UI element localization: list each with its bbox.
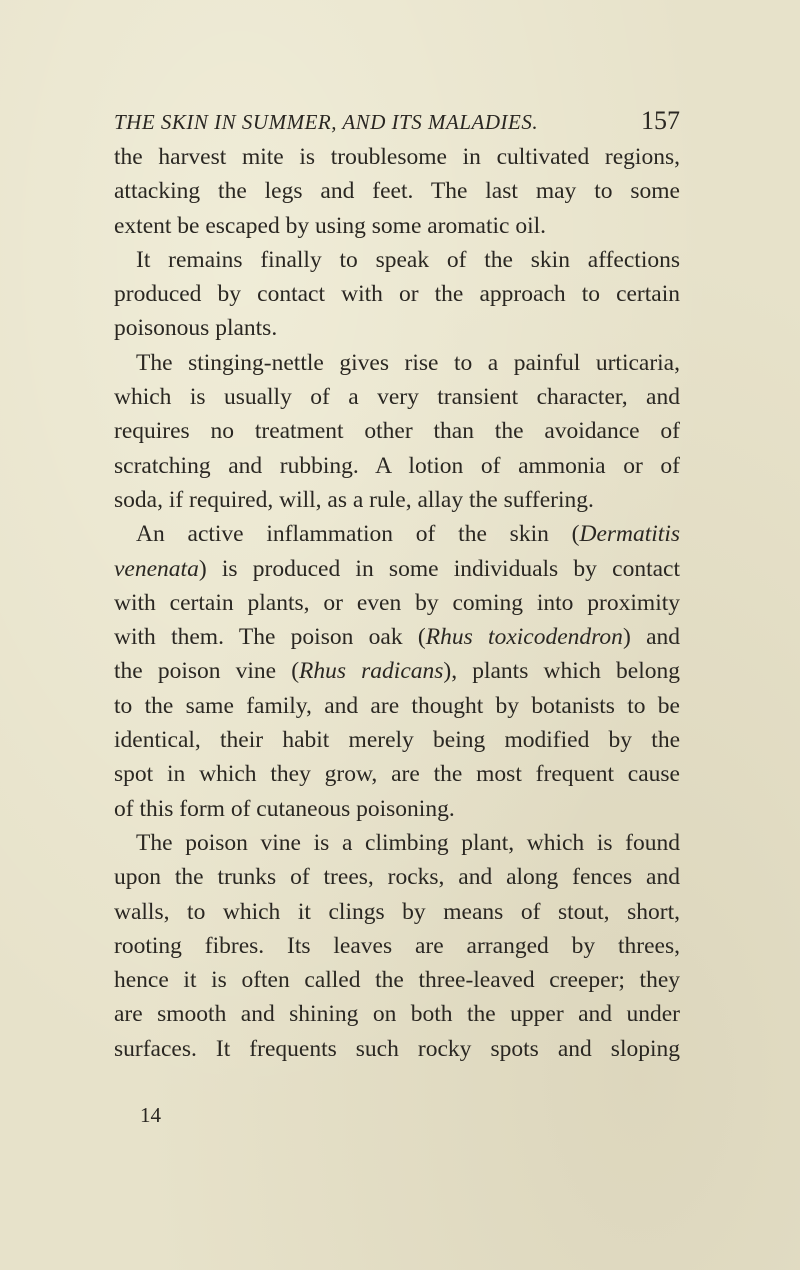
- body-text: [114, 140, 680, 1066]
- text-line: identical, their habit merely being modified by the: [114, 727, 680, 754]
- text-line: of this form of cutaneous poisoning.: [114, 795, 455, 822]
- text-line: attacking the legs and feet. The last may to some: [114, 178, 680, 205]
- text-line: the poison vine (Rhus radicans), plants which belong: [114, 658, 680, 685]
- text-line: soda, if required, will, as a rule, allay the suffering.: [114, 486, 594, 513]
- text-line: venenata) is produced in some individuals by contact: [114, 555, 680, 582]
- text-line: surfaces. It frequents such rocky spots and sloping: [114, 1035, 680, 1062]
- text-line: the harvest mite is troublesome in cultivated regions,: [114, 144, 680, 170]
- text-line: The poison vine is a climbing plant, which is found: [136, 829, 680, 856]
- text-line: to the same family, and are thought by botanists to be: [114, 692, 680, 719]
- text-line: walls, to which it clings by means of stout, short,: [114, 898, 680, 925]
- running-title: THE SKIN IN SUMMER, AND ITS MALADIES.: [114, 110, 539, 134]
- text-line: are smooth and shining on both the upper and under: [114, 1001, 680, 1028]
- page-number: 157: [641, 106, 680, 135]
- text-line: spot in which they grow, are the most frequent cause: [114, 761, 680, 788]
- text-line: An active inflammation of the skin (Dermatitis: [136, 521, 680, 548]
- page-header: [114, 100, 680, 140]
- text-line: upon the trunks of trees, rocks, and along fences and: [114, 864, 680, 891]
- text-line: which is usually of a very transient character, and: [114, 384, 680, 411]
- text-line: with them. The poison oak (Rhus toxicodendron) and: [114, 624, 681, 651]
- text-line: The stinging-nettle gives rise to a painful urticaria,: [136, 349, 680, 376]
- text-line: extent be escaped by using some aromatic oil.: [114, 212, 547, 239]
- text-line: poisonous plants.: [114, 315, 278, 342]
- text-line: produced by contact with or the approach to certain: [114, 281, 680, 308]
- text-line: with certain plants, or even by coming into proximity: [114, 589, 680, 616]
- text-line: scratching and rubbing. A lotion of ammonia or of: [114, 452, 680, 479]
- text-line: requires no treatment other than the avoidance of: [114, 418, 680, 445]
- text-line: hence it is often called the three-leaved creeper; they: [114, 967, 680, 994]
- text-line: It remains finally to speak of the skin affections: [136, 246, 680, 273]
- text-line: rooting fibres. Its leaves are arranged by threes,: [114, 932, 680, 959]
- signature-mark: 14: [140, 1103, 161, 1127]
